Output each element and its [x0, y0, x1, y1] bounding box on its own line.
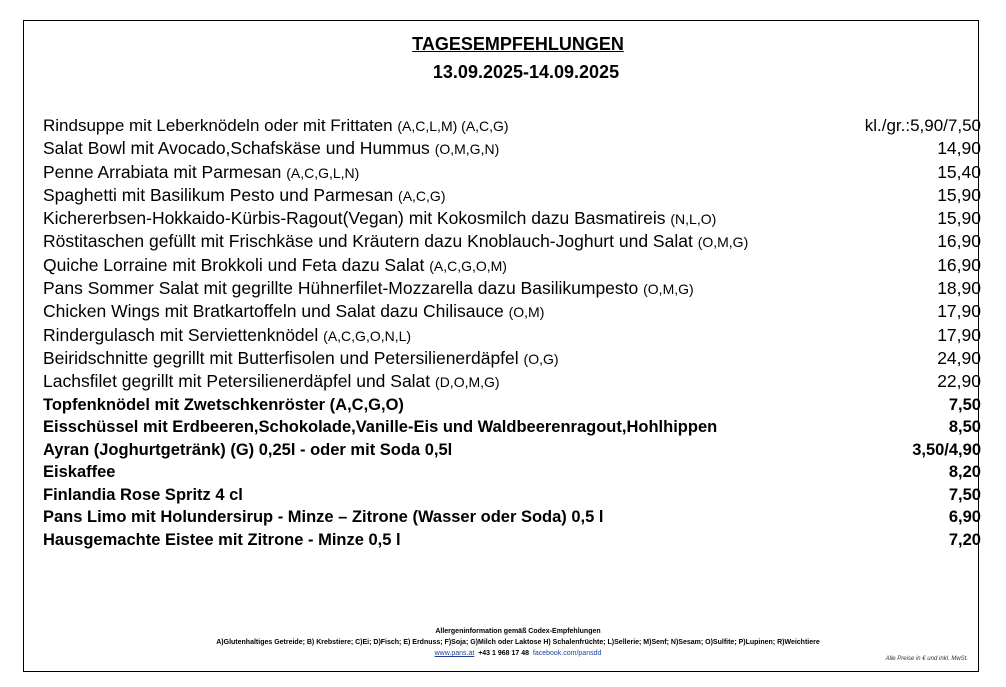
- dish-name: Rindergulasch mit Serviettenknödel: [43, 324, 319, 345]
- menu-item-name: [43, 394, 404, 417]
- dish-name: Rindsuppe mit Leberknödeln oder mit Frittaten: [43, 116, 393, 135]
- dish-name: Salat Bowl mit Avocado,Schafskäse und Hummus: [43, 138, 430, 159]
- allergen-codes: (O,M,G): [643, 281, 694, 298]
- menu-item-price: kl./gr.:5,90/7,50: [864, 116, 981, 135]
- dish-name: Quiche Lorraine mit Brokkoli und Feta dazu Salat: [43, 254, 425, 275]
- menu-item-name: [43, 506, 603, 529]
- menu-item: [43, 300, 981, 323]
- allergen-codes: (N,L,O): [670, 211, 717, 228]
- dish-name: Penne Arrabiata mit Parmesan: [43, 161, 282, 182]
- menu-item-name: [43, 416, 717, 439]
- allergen-codes: (O,G): [523, 350, 559, 367]
- menu-item: [43, 324, 981, 347]
- dish-name: Topfenknödel mit Zwetschkenröster (A,C,G,O): [43, 395, 404, 414]
- menu-item-price: 7,20: [948, 530, 981, 549]
- menu-item-price: 7,50: [948, 395, 981, 414]
- menu-item: [43, 347, 981, 370]
- menu-item-price: 17,90: [937, 301, 981, 322]
- allergen-codes: (O,M,G): [697, 234, 749, 251]
- menu-item-price: 15,90: [937, 208, 981, 229]
- dish-name: Eisschüssel mit Erdbeeren,Schokolade,Vanille-Eis und Waldbeerenragout,Hohlhippen: [43, 418, 718, 437]
- menu-item-name: [43, 370, 500, 394]
- menu-item-name: [43, 439, 452, 462]
- allergen-codes: (A,C,G,O,M): [429, 257, 507, 274]
- price-note: Alle Preise in € und inkl. MwSt.: [885, 656, 968, 662]
- menu-list: [43, 114, 981, 551]
- menu-item-price: 18,90: [937, 278, 981, 299]
- menu-item-price: 24,90: [937, 347, 981, 368]
- menu-item: [43, 439, 981, 462]
- dish-name: Chicken Wings mit Bratkartoffeln und Salat dazu Chilisauce: [43, 301, 504, 322]
- menu-item: [43, 394, 981, 417]
- menu-item-name: [43, 347, 559, 371]
- page-title: TAGESEMPFEHLUNGEN: [412, 34, 624, 54]
- allergen-codes: (A,C,G,L,N): [286, 164, 360, 181]
- allergen-codes: (O,M): [508, 304, 545, 321]
- dish-name: Beiridschnitte gegrillt mit Butterfisolen und Petersilienerdäpfel: [43, 347, 519, 368]
- menu-item-name: [43, 484, 243, 507]
- website-link[interactable]: www.pans.at: [434, 650, 475, 657]
- menu-item: [43, 184, 981, 207]
- phone-number: +43 1 968 17 48: [478, 650, 529, 657]
- allergen-heading: Allergeninformation gemäß Codex-Empfehlungen: [435, 628, 601, 635]
- allergen-codes: (D,O,M,G): [435, 374, 500, 391]
- menu-item-price: 3,50/4,90: [912, 440, 981, 459]
- menu-item: [43, 416, 981, 439]
- dish-name: Eiskaffee: [43, 463, 116, 482]
- menu-item: [43, 254, 981, 277]
- menu-item-name: [43, 529, 401, 552]
- dish-name: Kichererbsen-Hokkaido-Kürbis-Ragout(Vegan) mit Kokosmilch dazu Basmatireis: [43, 208, 666, 229]
- menu-item: [43, 370, 981, 393]
- allergen-legend: A)Glutenhaltiges Getreide; B) Krebstiere; C)Ei; D)Fisch; E) Erdnuss; F)Soja; G)Milch oder Laktose H) Schalenfrüchte; L)Sellerie; M)Senf; N)Sesam; O)Sulfite; P)Lupinen; R)Weichtiere: [216, 639, 820, 646]
- menu-item-price: 15,90: [937, 184, 981, 205]
- allergen-codes: (A,C,L,M) (A,C,G): [397, 118, 509, 134]
- dish-name: Ayran (Joghurtgetränk) (G) 0,25l - oder mit Soda 0,5l: [43, 440, 453, 459]
- menu-item-price: 7,50: [948, 485, 981, 504]
- dish-name: Pans Limo mit Holundersirup - Minze – Zitrone (Wasser oder Soda) 0,5 l: [43, 508, 604, 527]
- menu-item: [43, 161, 981, 184]
- dish-name: Lachsfilet gegrillt mit Petersilienerdäpfel und Salat: [43, 371, 431, 392]
- allergen-codes: (A,C,G,O,N,L): [323, 327, 412, 344]
- menu-item-price: 8,20: [948, 463, 981, 482]
- date-range: 13.09.2025-14.09.2025: [432, 62, 620, 82]
- menu-item-price: 17,90: [937, 324, 981, 345]
- menu-item-name: [43, 137, 499, 161]
- menu-item-name: [43, 161, 359, 185]
- allergen-codes: (A,C,G): [398, 187, 446, 204]
- dish-name: Spaghetti mit Basilikum Pesto und Parmesan: [43, 184, 394, 205]
- menu-item-price: 16,90: [937, 231, 981, 252]
- menu-item: [43, 137, 981, 160]
- menu-item-name: [43, 254, 507, 278]
- menu-item: [43, 230, 981, 253]
- dish-name: Röstitaschen gefüllt mit Frischkäse und Kräutern dazu Knoblauch-Joghurt und Salat: [43, 231, 693, 252]
- facebook-link[interactable]: facebook.com/pansdd: [532, 650, 602, 657]
- menu-item-price: 8,50: [948, 418, 981, 437]
- menu-item: [43, 461, 981, 484]
- menu-item: [43, 277, 981, 300]
- menu-item-name: [43, 300, 544, 324]
- contact-line: [30, 648, 1006, 659]
- menu-item-price: 15,40: [937, 161, 981, 182]
- menu-item-name: [43, 114, 509, 138]
- footer: [0, 626, 1006, 659]
- menu-item-price: 6,90: [948, 508, 981, 527]
- menu-item-name: [43, 461, 115, 484]
- menu-item-name: [43, 324, 411, 348]
- menu-item-name: [43, 277, 694, 301]
- menu-item: [43, 207, 981, 230]
- allergen-codes: (O,M,G,N): [434, 141, 500, 158]
- dish-name: Pans Sommer Salat mit gegrillte Hühnerfilet-Mozzarella dazu Basilikumpesto: [43, 278, 639, 299]
- menu-item-price: 16,90: [937, 254, 981, 275]
- dish-name: Hausgemachte Eistee mit Zitrone - Minze 0,5 l: [43, 530, 401, 549]
- menu-item-price: 22,90: [937, 371, 981, 392]
- menu-item: [43, 506, 981, 529]
- menu-item-price: 14,90: [937, 138, 981, 159]
- menu-item-name: [43, 230, 748, 254]
- menu-item-name: [43, 207, 716, 231]
- dish-name: Finlandia Rose Spritz 4 cl: [43, 485, 243, 504]
- menu-item-name: [43, 184, 446, 208]
- menu-item: [43, 529, 981, 552]
- menu-item: [43, 484, 981, 507]
- menu-item: [43, 114, 981, 137]
